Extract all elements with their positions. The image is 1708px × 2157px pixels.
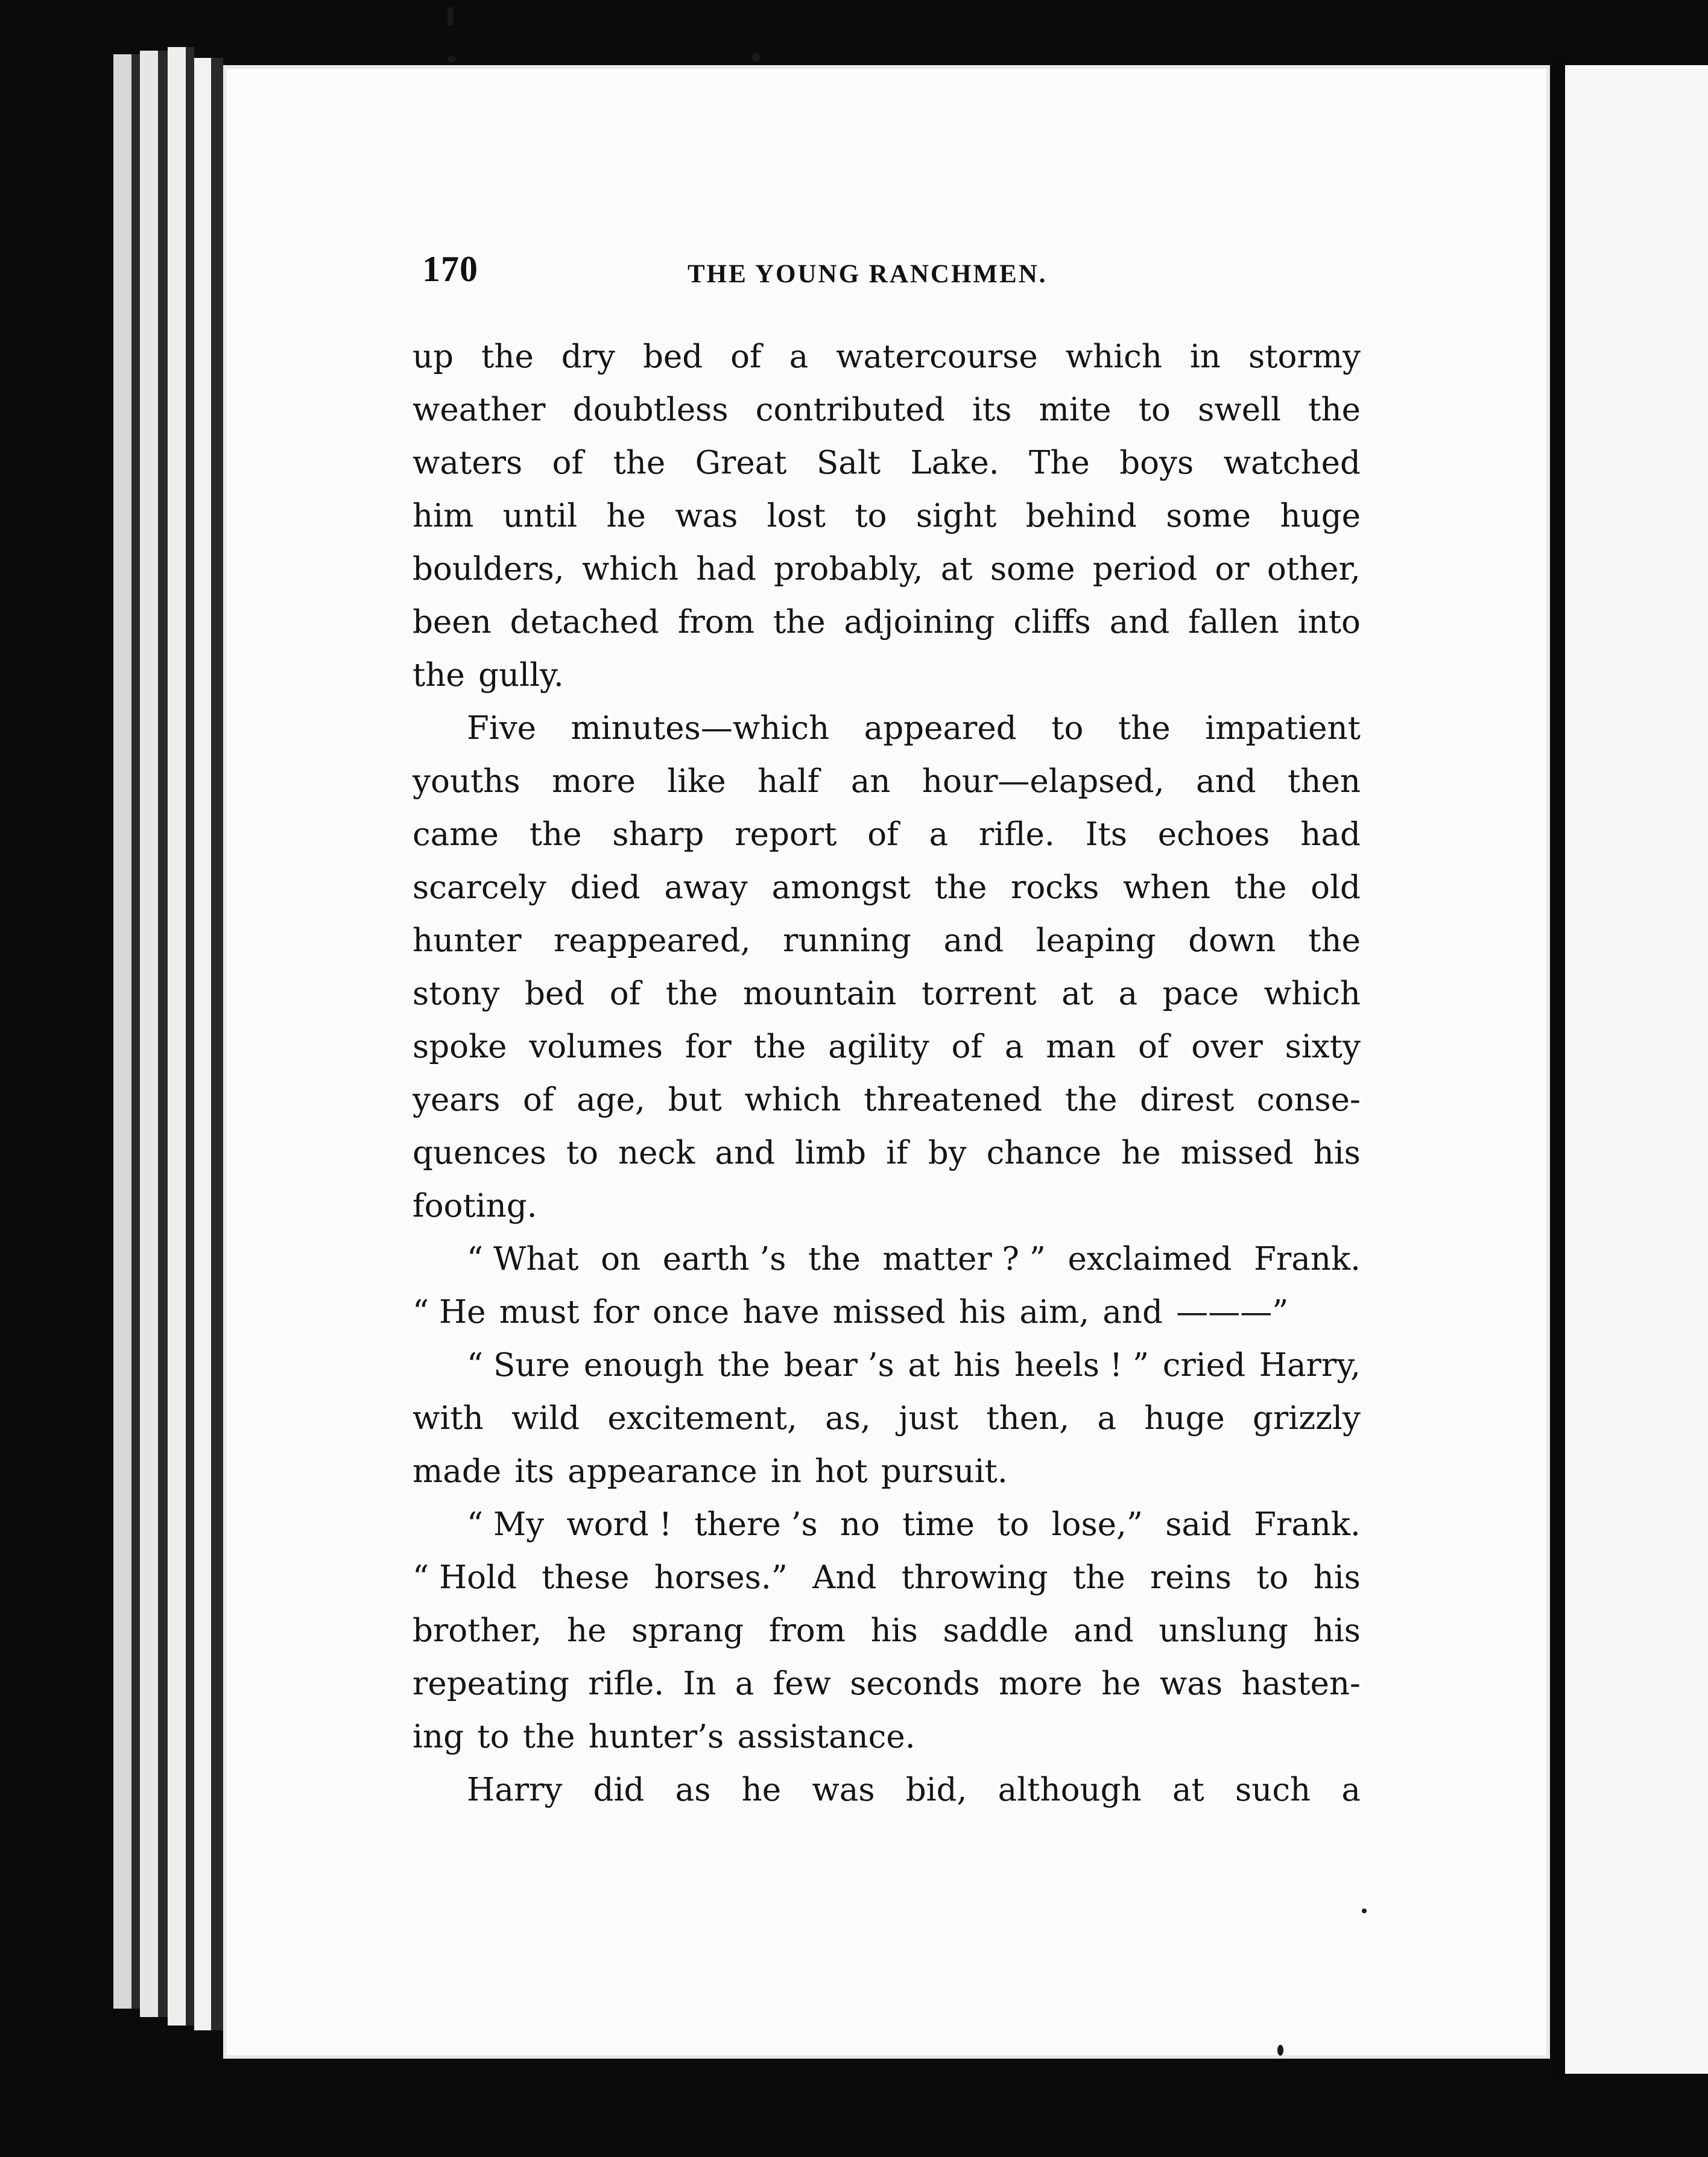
word: the (1072, 1559, 1125, 1596)
word: died (570, 869, 640, 906)
word: his (953, 1347, 1001, 1384)
word: huge (1144, 1400, 1225, 1437)
text-line (413, 649, 1361, 702)
word: of (523, 1082, 554, 1118)
word: rifle. (588, 1665, 665, 1702)
word: weather (413, 391, 546, 428)
word: as (675, 1772, 711, 1808)
page-edge-line (158, 51, 168, 2017)
word: a (1004, 1028, 1024, 1065)
word: volumes (529, 1028, 663, 1065)
word: The (1028, 445, 1090, 481)
word: pursuit. (881, 1453, 1008, 1490)
word: the (934, 869, 987, 906)
word: bid, (905, 1772, 967, 1808)
word: had (1300, 816, 1361, 853)
word: the (481, 338, 534, 375)
scan-speck (1362, 1908, 1367, 1913)
text-line (413, 914, 1361, 968)
word: lose,” (1051, 1506, 1143, 1543)
word: “ He (413, 1294, 486, 1331)
word: pace (1162, 975, 1239, 1012)
text-line (413, 1604, 1361, 1658)
word: Frank. (1254, 1506, 1361, 1543)
word: his (958, 1294, 1007, 1331)
word: half (758, 763, 820, 800)
word: to (477, 1718, 510, 1755)
text-line (413, 437, 1361, 490)
word: stony (413, 975, 500, 1012)
word: to (1051, 710, 1084, 747)
word: he (606, 498, 646, 534)
word: “ Sure (467, 1347, 571, 1384)
word: “ My (467, 1506, 545, 1543)
word: or (1215, 551, 1250, 588)
text-line (413, 490, 1361, 543)
word: which (1065, 338, 1163, 375)
word: at (1061, 975, 1093, 1012)
word: hour—elapsed, (922, 763, 1165, 800)
word: probably, (774, 551, 923, 588)
running-title: THE YOUNG RANCHMEN. (688, 260, 1048, 288)
word: other, (1267, 551, 1361, 588)
word: the (529, 816, 582, 853)
word: made (413, 1453, 502, 1490)
word: the (613, 445, 666, 481)
word: the (1118, 710, 1171, 747)
word: these (542, 1559, 630, 1596)
word: neck (618, 1135, 695, 1171)
word: watched (1223, 445, 1361, 481)
word: bed (642, 338, 703, 375)
word: for (685, 1028, 732, 1065)
word: over (1191, 1028, 1263, 1065)
text-line (413, 1339, 1361, 1392)
word: youths (413, 763, 520, 800)
word: there ’s (694, 1506, 818, 1543)
word: torrent (921, 975, 1037, 1012)
word: he (1101, 1665, 1141, 1702)
word: from (677, 604, 754, 641)
word: on (601, 1241, 641, 1278)
text-line (413, 1392, 1361, 1445)
word: ing (413, 1718, 464, 1755)
word: hunter (413, 922, 522, 959)
word: time (902, 1506, 975, 1543)
word: a (1341, 1772, 1361, 1808)
word: “ Hold (413, 1559, 517, 1596)
word: of (609, 975, 641, 1012)
body-text (413, 331, 1361, 1817)
page-number: 170 (422, 249, 478, 289)
word: the (808, 1241, 861, 1278)
word: cliffs (1013, 604, 1091, 641)
word: aim, (1019, 1294, 1090, 1331)
word: the (522, 1718, 575, 1755)
word: rifle. (978, 816, 1055, 853)
book-gutter (1549, 60, 1567, 2075)
word: agility (828, 1028, 929, 1065)
word: he (1121, 1135, 1161, 1171)
text-line (413, 1445, 1361, 1498)
word: in (1189, 338, 1221, 375)
word: horses.” (654, 1559, 788, 1596)
word: an (850, 763, 891, 800)
word: for (592, 1294, 639, 1331)
word: old (1311, 869, 1361, 906)
word: the (665, 975, 718, 1012)
text-line (413, 808, 1361, 861)
word: which (581, 551, 679, 588)
word: such (1235, 1772, 1311, 1808)
word: did (593, 1772, 645, 1808)
word: spoke (413, 1028, 507, 1065)
text-line (413, 755, 1361, 808)
word: at (1172, 1772, 1204, 1808)
word: leaping (1036, 922, 1156, 959)
word: heels ! ” (1014, 1347, 1150, 1384)
word: up (413, 338, 454, 375)
word: Five (467, 710, 537, 747)
word: the (1308, 391, 1361, 428)
word: footing. (413, 1188, 537, 1224)
word: in (770, 1453, 802, 1490)
word: a (1097, 1400, 1116, 1437)
word: detached (510, 604, 659, 641)
word: contributed (755, 391, 945, 428)
word: boys (1119, 445, 1194, 481)
word: unslung (1159, 1612, 1289, 1649)
word: throwing (901, 1559, 1048, 1596)
word: limb (795, 1135, 867, 1171)
word: dry (561, 338, 615, 375)
word: ———” (1176, 1294, 1289, 1331)
word: to (566, 1135, 599, 1171)
word: fallen (1188, 604, 1279, 641)
word: the (1234, 869, 1287, 906)
word: was (675, 498, 738, 534)
word: once (653, 1294, 730, 1331)
word: Frank. (1254, 1241, 1361, 1278)
word: bed (524, 975, 585, 1012)
word: Salt (816, 445, 881, 481)
word: was (1159, 1665, 1223, 1702)
word: quences (413, 1135, 546, 1171)
word: hunter’s (588, 1718, 724, 1755)
word: just (899, 1400, 959, 1437)
page-edge (194, 58, 211, 2030)
word: seconds (850, 1665, 980, 1702)
text-line (413, 543, 1361, 596)
word: Harry, (1259, 1347, 1361, 1384)
word: few (773, 1665, 831, 1702)
word: a (735, 1665, 754, 1702)
word: and (715, 1135, 776, 1171)
word: to (997, 1506, 1030, 1543)
word: sixty (1285, 1028, 1361, 1065)
word: its (972, 391, 1012, 428)
text-line (413, 1658, 1361, 1711)
word: he (566, 1612, 607, 1649)
word: as, (825, 1400, 871, 1437)
word: and (1109, 604, 1170, 641)
word: of (1137, 1028, 1169, 1065)
word: cried (1162, 1347, 1246, 1384)
word: swell (1198, 391, 1281, 428)
facing-page-edge (1565, 65, 1708, 2074)
word: by (928, 1135, 967, 1171)
word: more (552, 763, 636, 800)
word: wild (511, 1400, 580, 1437)
word: no (840, 1506, 880, 1543)
word: amongst (771, 869, 911, 906)
word: impatient (1205, 710, 1361, 747)
word: and (1195, 763, 1256, 800)
word: must (499, 1294, 580, 1331)
word: doubtless (572, 391, 729, 428)
word: years (413, 1082, 501, 1118)
word: behind (1025, 498, 1137, 534)
scan-speck (448, 7, 454, 25)
word: a (1118, 975, 1138, 1012)
word: at (940, 551, 973, 588)
word: sight (916, 498, 997, 534)
word: which (1264, 975, 1361, 1012)
word: to (1138, 391, 1171, 428)
word: reappeared, (553, 922, 751, 959)
word: of (867, 816, 899, 853)
word: at (908, 1347, 940, 1384)
word: had (696, 551, 756, 588)
word: missed (1180, 1135, 1294, 1171)
word: running (783, 922, 911, 959)
word: said (1165, 1506, 1232, 1543)
word: into (1297, 604, 1361, 641)
word: Its (1085, 816, 1127, 853)
word: with (413, 1400, 484, 1437)
text-line (413, 1498, 1361, 1551)
word: excitement, (607, 1400, 797, 1437)
word: if (886, 1135, 908, 1171)
text-line (413, 968, 1361, 1021)
word: to (1256, 1559, 1289, 1596)
word: to (855, 498, 887, 534)
word: the (718, 1347, 770, 1384)
word: and (1074, 1612, 1134, 1649)
word: And (812, 1559, 877, 1596)
word: then (1288, 763, 1361, 800)
word: have (742, 1294, 820, 1331)
word: like (667, 763, 726, 800)
word: Great (695, 445, 787, 481)
word: repeating (413, 1665, 569, 1702)
word: which (744, 1082, 841, 1118)
word: saddle (943, 1612, 1049, 1649)
text-line (413, 384, 1361, 437)
text-line (413, 861, 1361, 914)
word: more (998, 1665, 1083, 1702)
page-edge-line (131, 54, 140, 2009)
word: chance (986, 1135, 1102, 1171)
word: the (753, 1028, 806, 1065)
word: of (730, 338, 762, 375)
text-line (413, 1233, 1361, 1286)
text-line (413, 1551, 1361, 1604)
word: some (1166, 498, 1251, 534)
word: grizzly (1252, 1400, 1361, 1437)
word: and (943, 922, 1004, 959)
text-line (413, 1127, 1361, 1180)
word: stormy (1248, 338, 1361, 375)
word: word ! (566, 1506, 672, 1543)
word: “ What (467, 1241, 579, 1278)
word: appearance (568, 1453, 758, 1490)
word: sprang (631, 1612, 744, 1649)
word: mountain (743, 975, 897, 1012)
word: missed (832, 1294, 946, 1331)
word: minutes—which (571, 710, 830, 747)
word: some (990, 551, 1075, 588)
word: boulders, (413, 551, 565, 588)
text-line (413, 596, 1361, 649)
word: gully. (478, 657, 564, 694)
word: a (929, 816, 949, 853)
word: echoes (1157, 816, 1270, 853)
page-edge-line (211, 58, 223, 2030)
word: his (1313, 1135, 1361, 1171)
text-line (413, 1764, 1361, 1817)
word: earth ’s (662, 1241, 786, 1278)
word: down (1188, 922, 1276, 959)
page-edge-line (186, 47, 194, 2026)
word: hasten- (1241, 1665, 1361, 1702)
word: the (773, 604, 826, 641)
text-line (413, 702, 1361, 755)
page-edge (113, 54, 131, 2009)
word: exclaimed (1068, 1241, 1232, 1278)
word: his (1313, 1559, 1361, 1596)
word: came (413, 816, 499, 853)
word: lost (767, 498, 826, 534)
text-line (413, 1180, 1361, 1233)
word: Lake. (910, 445, 999, 481)
word: matter ? ” (882, 1241, 1046, 1278)
scan-speck (1277, 2045, 1283, 2056)
word: then, (986, 1400, 1070, 1437)
word: threatened (864, 1082, 1043, 1118)
word: until (502, 498, 578, 534)
word: enough (583, 1347, 704, 1384)
word: Harry (467, 1772, 563, 1808)
word: conse- (1256, 1082, 1361, 1118)
word: he (741, 1772, 782, 1808)
word: his (870, 1612, 918, 1649)
word: the (1308, 922, 1361, 959)
word: sharp (612, 816, 704, 853)
word: period (1092, 551, 1198, 588)
word: and (1102, 1294, 1163, 1331)
text-line (413, 1021, 1361, 1074)
word: In (683, 1665, 716, 1702)
word: reins (1150, 1559, 1232, 1596)
word: of (951, 1028, 983, 1065)
word: adjoining (844, 604, 995, 641)
text-line (413, 331, 1361, 384)
word: its (514, 1453, 554, 1490)
word: mite (1039, 391, 1112, 428)
word: but (668, 1082, 722, 1118)
scan-speck (751, 53, 760, 62)
page-edge (168, 47, 186, 2026)
page-edge (140, 51, 158, 2017)
word: the (413, 657, 465, 694)
word: watercourse (836, 338, 1038, 375)
text-line (413, 1286, 1361, 1339)
word: hot (815, 1453, 868, 1490)
word: away (664, 869, 748, 906)
word: appeared (864, 710, 1017, 747)
word: brother, (413, 1612, 542, 1649)
word: assistance. (737, 1718, 916, 1755)
word: a (789, 338, 809, 375)
word: of (552, 445, 584, 481)
word: been (413, 604, 492, 641)
word: was (812, 1772, 875, 1808)
word: report (735, 816, 837, 853)
word: man (1046, 1028, 1116, 1065)
page-header (422, 249, 1363, 303)
word: waters (413, 445, 523, 481)
word: the (1064, 1082, 1118, 1118)
text-line (413, 1711, 1361, 1764)
word: his (1313, 1612, 1361, 1649)
word: age, (577, 1082, 645, 1118)
scan-speck (448, 55, 456, 63)
word: rocks (1011, 869, 1099, 906)
word: from (768, 1612, 846, 1649)
word: him (413, 498, 474, 534)
word: scarcely (413, 869, 546, 906)
word: huge (1280, 498, 1361, 534)
text-line (413, 1074, 1361, 1127)
word: bear ’s (783, 1347, 894, 1384)
word: although (998, 1772, 1142, 1808)
word: when (1122, 869, 1210, 906)
word: direst (1140, 1082, 1235, 1118)
